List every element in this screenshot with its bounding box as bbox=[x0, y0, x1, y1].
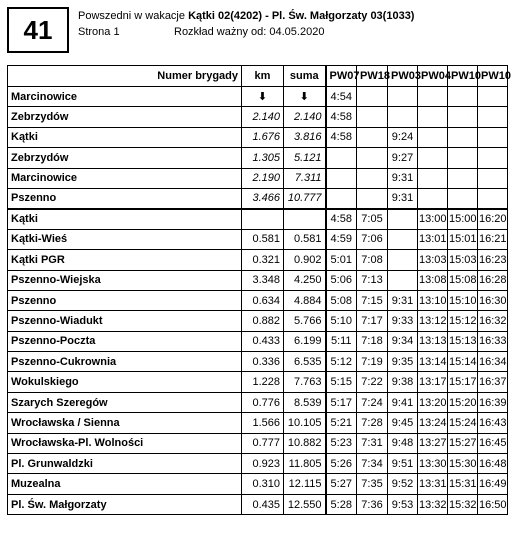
table-row bbox=[8, 352, 508, 372]
table-row bbox=[8, 188, 508, 208]
km-value: 0.923 bbox=[242, 454, 284, 474]
departure-time: 7:05 bbox=[357, 209, 388, 229]
departure-time: 13:01 bbox=[418, 229, 448, 249]
sum-value bbox=[284, 209, 326, 229]
departure-time: 15:17 bbox=[448, 372, 478, 392]
departure-time bbox=[448, 168, 478, 188]
departure-time: 15:27 bbox=[448, 433, 478, 453]
timetable-header-row bbox=[8, 66, 508, 87]
km-value: 0.634 bbox=[242, 290, 284, 310]
departure-time: 5:23 bbox=[326, 433, 357, 453]
departure-time: 9:38 bbox=[388, 372, 418, 392]
departure-time: 15:14 bbox=[448, 352, 478, 372]
table-row bbox=[8, 454, 508, 474]
departure-time: 9:51 bbox=[388, 454, 418, 474]
km-header: km bbox=[242, 66, 284, 87]
departure-time: 9:45 bbox=[388, 413, 418, 433]
header-page: Strona 1 bbox=[78, 26, 120, 38]
departure-time: 13:10 bbox=[418, 290, 448, 310]
departure-time: 15:00 bbox=[448, 209, 478, 229]
departure-time bbox=[388, 250, 418, 270]
departure-time bbox=[478, 168, 508, 188]
departure-time: 15:30 bbox=[448, 454, 478, 474]
km-value: 0.433 bbox=[242, 331, 284, 351]
km-value: 2.140 bbox=[242, 107, 284, 127]
departure-time: 16:49 bbox=[478, 474, 508, 494]
departure-time: 7:19 bbox=[357, 352, 388, 372]
departure-time: 9:31 bbox=[388, 290, 418, 310]
departure-time: 7:28 bbox=[357, 413, 388, 433]
km-value: 0.776 bbox=[242, 392, 284, 412]
departure-time: 5:10 bbox=[326, 311, 357, 331]
departure-time bbox=[388, 229, 418, 249]
table-row bbox=[8, 229, 508, 249]
stop-name: Pszenno bbox=[8, 290, 242, 310]
sum-value: 7.311 bbox=[284, 168, 326, 188]
departure-time: 13:12 bbox=[418, 311, 448, 331]
km-value: 1.305 bbox=[242, 148, 284, 168]
sum-value: 0.902 bbox=[284, 250, 326, 270]
departure-time bbox=[418, 168, 448, 188]
departure-time: 16:50 bbox=[478, 494, 508, 514]
departure-time: 9:34 bbox=[388, 331, 418, 351]
departure-time: 7:35 bbox=[357, 474, 388, 494]
departure-time: 7:17 bbox=[357, 311, 388, 331]
sum-value: 11.805 bbox=[284, 454, 326, 474]
departure-time bbox=[357, 87, 388, 107]
timetable bbox=[7, 65, 511, 515]
departure-time: 13:08 bbox=[418, 270, 448, 290]
km-value: 3.348 bbox=[242, 270, 284, 290]
departure-time: 7:15 bbox=[357, 290, 388, 310]
departure-time: 7:34 bbox=[357, 454, 388, 474]
sum-value: 5.121 bbox=[284, 148, 326, 168]
departure-time: 7:13 bbox=[357, 270, 388, 290]
departure-time bbox=[388, 107, 418, 127]
departure-time: 15:10 bbox=[448, 290, 478, 310]
departure-time bbox=[418, 148, 448, 168]
stop-name: Pszenno bbox=[8, 188, 242, 208]
departure-time: 5:28 bbox=[326, 494, 357, 514]
departure-time bbox=[418, 87, 448, 107]
km-value: 3.466 bbox=[242, 188, 284, 208]
departure-time: 7:36 bbox=[357, 494, 388, 514]
departure-time: 13:30 bbox=[418, 454, 448, 474]
departure-time bbox=[388, 87, 418, 107]
table-row bbox=[8, 148, 508, 168]
departure-time bbox=[448, 127, 478, 147]
departure-time: 7:22 bbox=[357, 372, 388, 392]
departure-time: 13:31 bbox=[418, 474, 448, 494]
sum-value: 12.550 bbox=[284, 494, 326, 514]
stop-name: Kątki PGR bbox=[8, 250, 242, 270]
departure-time: 16:21 bbox=[478, 229, 508, 249]
departure-time bbox=[326, 188, 357, 208]
km-value: 0.435 bbox=[242, 494, 284, 514]
km-value: 0.581 bbox=[242, 229, 284, 249]
run-header: PW03 bbox=[388, 66, 418, 87]
departure-time bbox=[326, 168, 357, 188]
departure-time bbox=[448, 107, 478, 127]
departure-time bbox=[326, 148, 357, 168]
run-header: PW10 bbox=[478, 66, 508, 87]
arrow-down-icon: ⬇ bbox=[284, 87, 326, 107]
table-row bbox=[8, 250, 508, 270]
departure-time: 7:31 bbox=[357, 433, 388, 453]
table-row bbox=[8, 168, 508, 188]
departure-time: 4:58 bbox=[326, 127, 357, 147]
stop-name: Kątki-Wieś bbox=[8, 229, 242, 249]
header-prefix: Powszedni w wakacje bbox=[78, 10, 185, 22]
departure-time bbox=[357, 127, 388, 147]
departure-time: 13:24 bbox=[418, 413, 448, 433]
table-row bbox=[8, 474, 508, 494]
departure-time: 15:08 bbox=[448, 270, 478, 290]
arrow-down-icon: ⬇ bbox=[242, 87, 284, 107]
stop-name: Marcinowice bbox=[8, 168, 242, 188]
departure-time: 5:17 bbox=[326, 392, 357, 412]
sum-value: 5.766 bbox=[284, 311, 326, 331]
departure-time bbox=[357, 188, 388, 208]
departure-time: 9:41 bbox=[388, 392, 418, 412]
km-value: 0.777 bbox=[242, 433, 284, 453]
departure-time bbox=[388, 270, 418, 290]
sum-value: 6.535 bbox=[284, 352, 326, 372]
sum-value: 4.884 bbox=[284, 290, 326, 310]
departure-time: 16:48 bbox=[478, 454, 508, 474]
sum-value: 2.140 bbox=[284, 107, 326, 127]
sum-value: 3.816 bbox=[284, 127, 326, 147]
header-route: Kątki 02(4202) - Pl. Św. Małgorzaty 03(1033) bbox=[188, 10, 415, 22]
departure-time: 5:11 bbox=[326, 331, 357, 351]
table-row bbox=[8, 372, 508, 392]
departure-time bbox=[388, 209, 418, 229]
departure-time: 5:15 bbox=[326, 372, 357, 392]
departure-time: 15:31 bbox=[448, 474, 478, 494]
table-row bbox=[8, 311, 508, 331]
km-value: 1.566 bbox=[242, 413, 284, 433]
departure-time: 5:06 bbox=[326, 270, 357, 290]
header-valid-from: Rozkład ważny od: 04.05.2020 bbox=[174, 26, 325, 38]
stop-name: Pl. Grunwaldzki bbox=[8, 454, 242, 474]
brigade-header: Numer brygady bbox=[8, 66, 242, 87]
departure-time: 16:23 bbox=[478, 250, 508, 270]
departure-time: 15:24 bbox=[448, 413, 478, 433]
stop-name: Wrocławska / Sienna bbox=[8, 413, 242, 433]
departure-time: 16:20 bbox=[478, 209, 508, 229]
sum-header: suma bbox=[284, 66, 326, 87]
departure-time bbox=[448, 148, 478, 168]
departure-time: 15:20 bbox=[448, 392, 478, 412]
sum-value: 0.581 bbox=[284, 229, 326, 249]
departure-time: 5:12 bbox=[326, 352, 357, 372]
departure-time: 15:03 bbox=[448, 250, 478, 270]
departure-time: 15:13 bbox=[448, 331, 478, 351]
stop-name: Marcinowice bbox=[8, 87, 242, 107]
departure-time: 5:21 bbox=[326, 413, 357, 433]
departure-time: 7:18 bbox=[357, 331, 388, 351]
departure-time: 15:12 bbox=[448, 311, 478, 331]
departure-time: 9:33 bbox=[388, 311, 418, 331]
departure-time: 13:27 bbox=[418, 433, 448, 453]
departure-time: 9:48 bbox=[388, 433, 418, 453]
sum-value: 10.882 bbox=[284, 433, 326, 453]
departure-time: 5:08 bbox=[326, 290, 357, 310]
departure-time: 16:33 bbox=[478, 331, 508, 351]
stop-name: Kątki bbox=[8, 209, 242, 229]
departure-time: 13:14 bbox=[418, 352, 448, 372]
stop-name: Zebrzydów bbox=[8, 148, 242, 168]
departure-time bbox=[418, 107, 448, 127]
departure-time: 16:32 bbox=[478, 311, 508, 331]
departure-time: 5:27 bbox=[326, 474, 357, 494]
departure-time bbox=[448, 87, 478, 107]
table-row bbox=[8, 290, 508, 310]
departure-time: 16:30 bbox=[478, 290, 508, 310]
departure-time bbox=[357, 107, 388, 127]
sum-value: 12.115 bbox=[284, 474, 326, 494]
departure-time: 13:00 bbox=[418, 209, 448, 229]
table-row bbox=[8, 433, 508, 453]
km-value: 0.321 bbox=[242, 250, 284, 270]
departure-time: 16:45 bbox=[478, 433, 508, 453]
departure-time bbox=[418, 188, 448, 208]
departure-time bbox=[357, 168, 388, 188]
sum-value: 10.105 bbox=[284, 413, 326, 433]
departure-time: 16:43 bbox=[478, 413, 508, 433]
km-value: 0.882 bbox=[242, 311, 284, 331]
line-number: 41 bbox=[7, 7, 69, 53]
stop-name: Pl. Św. Małgorzaty bbox=[8, 494, 242, 514]
departure-time bbox=[478, 107, 508, 127]
departure-time bbox=[478, 87, 508, 107]
sum-value: 10.777 bbox=[284, 188, 326, 208]
table-row bbox=[8, 209, 508, 229]
sum-value: 7.763 bbox=[284, 372, 326, 392]
departure-time bbox=[357, 148, 388, 168]
departure-time: 4:58 bbox=[326, 107, 357, 127]
km-value: 0.336 bbox=[242, 352, 284, 372]
stop-name: Wrocławska-Pl. Wolności bbox=[8, 433, 242, 453]
stop-name: Kątki bbox=[8, 127, 242, 147]
run-header: PW10 bbox=[448, 66, 478, 87]
table-row bbox=[8, 413, 508, 433]
table-row bbox=[8, 331, 508, 351]
departure-time: 7:06 bbox=[357, 229, 388, 249]
departure-time: 9:31 bbox=[388, 188, 418, 208]
departure-time: 9:53 bbox=[388, 494, 418, 514]
departure-time: 13:03 bbox=[418, 250, 448, 270]
km-value: 0.310 bbox=[242, 474, 284, 494]
departure-time bbox=[478, 148, 508, 168]
departure-time: 13:13 bbox=[418, 331, 448, 351]
sum-value: 4.250 bbox=[284, 270, 326, 290]
km-value bbox=[242, 209, 284, 229]
departure-time bbox=[478, 188, 508, 208]
departure-time: 7:08 bbox=[357, 250, 388, 270]
stop-name: Muzealna bbox=[8, 474, 242, 494]
stop-name: Pszenno-Cukrownia bbox=[8, 352, 242, 372]
table-row bbox=[8, 107, 508, 127]
km-value: 1.676 bbox=[242, 127, 284, 147]
table-row bbox=[8, 270, 508, 290]
departure-time: 9:24 bbox=[388, 127, 418, 147]
departure-time: 4:59 bbox=[326, 229, 357, 249]
departure-time: 9:35 bbox=[388, 352, 418, 372]
departure-time bbox=[448, 188, 478, 208]
run-header: PW04 bbox=[418, 66, 448, 87]
stop-name: Zebrzydów bbox=[8, 107, 242, 127]
departure-time: 13:17 bbox=[418, 372, 448, 392]
header-title-line bbox=[78, 10, 414, 23]
km-value: 1.228 bbox=[242, 372, 284, 392]
table-row bbox=[8, 127, 508, 147]
departure-time: 15:32 bbox=[448, 494, 478, 514]
departure-time: 9:31 bbox=[388, 168, 418, 188]
departure-time: 5:26 bbox=[326, 454, 357, 474]
stop-name: Pszenno-Poczta bbox=[8, 331, 242, 351]
departure-time: 16:34 bbox=[478, 352, 508, 372]
departure-time bbox=[418, 127, 448, 147]
run-header: PW07 bbox=[326, 66, 357, 87]
sum-value: 8.539 bbox=[284, 392, 326, 412]
departure-time: 4:54 bbox=[326, 87, 357, 107]
departure-time: 7:24 bbox=[357, 392, 388, 412]
departure-time: 16:28 bbox=[478, 270, 508, 290]
sum-value: 6.199 bbox=[284, 331, 326, 351]
departure-time: 13:20 bbox=[418, 392, 448, 412]
stop-name: Wokulskiego bbox=[8, 372, 242, 392]
stop-name: Pszenno-Wiejska bbox=[8, 270, 242, 290]
departure-time: 13:32 bbox=[418, 494, 448, 514]
departure-time bbox=[478, 127, 508, 147]
stop-name: Pszenno-Wiadukt bbox=[8, 311, 242, 331]
table-row bbox=[8, 392, 508, 412]
departure-time: 16:37 bbox=[478, 372, 508, 392]
departure-time: 4:58 bbox=[326, 209, 357, 229]
departure-time: 9:52 bbox=[388, 474, 418, 494]
table-row bbox=[8, 494, 508, 514]
table-row bbox=[8, 87, 508, 107]
km-value: 2.190 bbox=[242, 168, 284, 188]
departure-time: 16:39 bbox=[478, 392, 508, 412]
departure-time: 9:27 bbox=[388, 148, 418, 168]
departure-time: 5:01 bbox=[326, 250, 357, 270]
run-header: PW18 bbox=[357, 66, 388, 87]
stop-name: Szarych Szeregów bbox=[8, 392, 242, 412]
departure-time: 15:01 bbox=[448, 229, 478, 249]
